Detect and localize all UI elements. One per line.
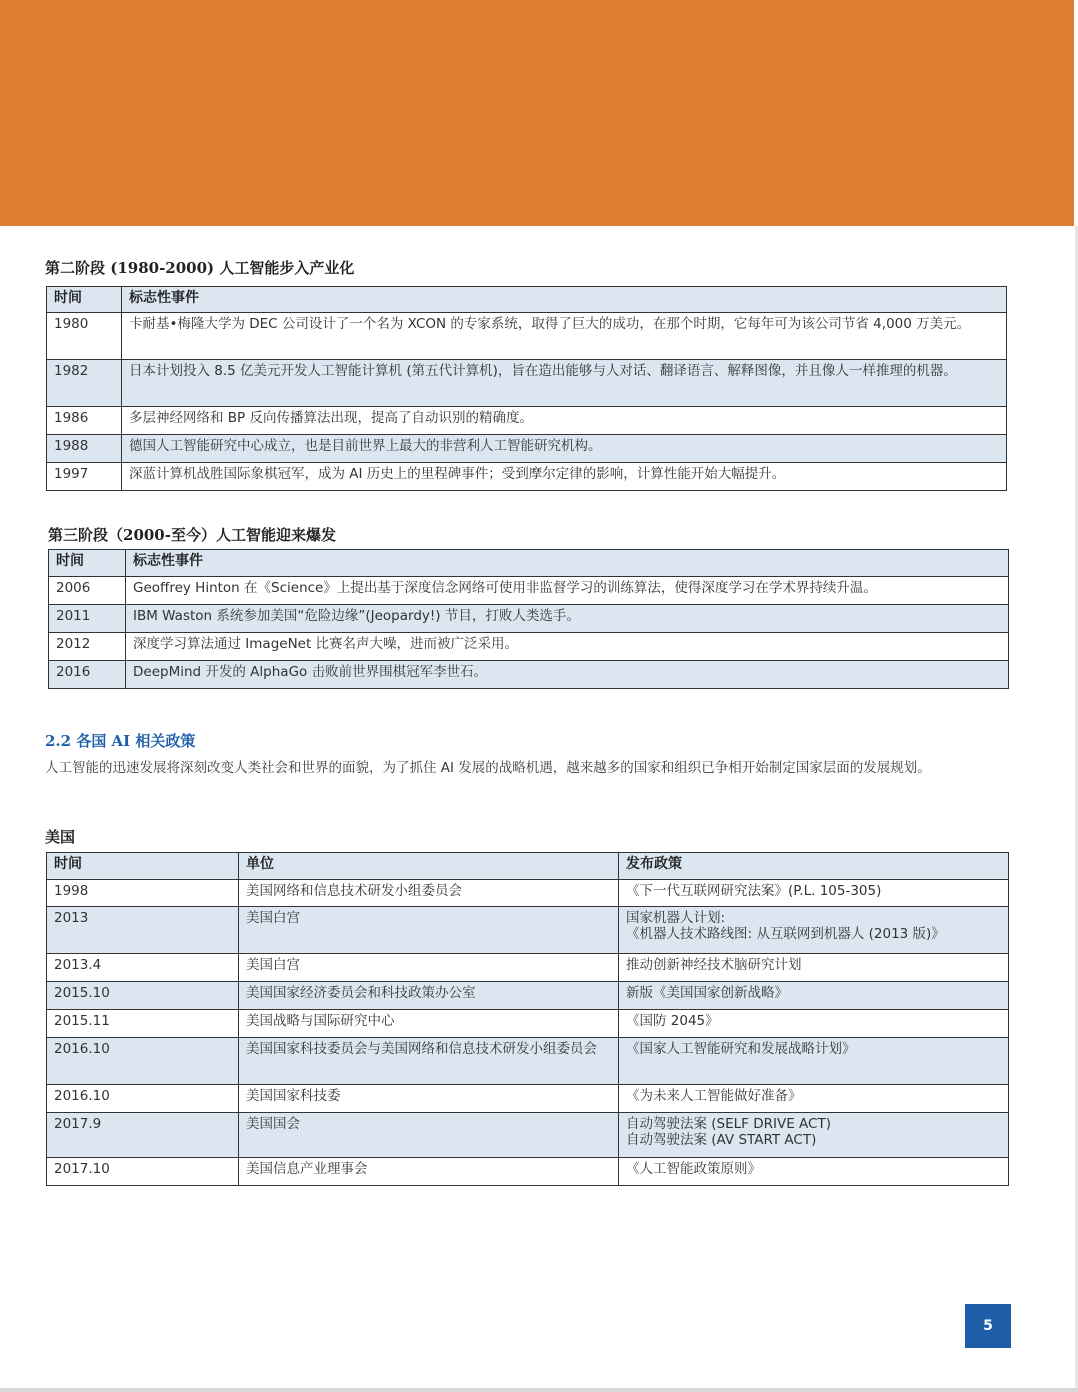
table-cell: 1988 — [47, 435, 122, 463]
table-row — [47, 360, 1007, 407]
column-header: 时间 — [47, 853, 239, 880]
table-cell: 《国防 2045》 — [619, 1010, 1009, 1038]
table-cell: 多层神经网络和 BP 反向传播算法出现，提高了自动识别的精确度。 — [122, 407, 1007, 435]
column-header: 单位 — [239, 853, 619, 880]
table-cell: 1982 — [47, 360, 122, 407]
table-cell: 2016.10 — [47, 1085, 239, 1113]
table-cell: 卡耐基•梅隆大学为 DEC 公司设计了一个名为 XCON 的专家系统，取得了巨大的成功，在那个时期，它每年可为该公司节省 4,000 万美元。 — [122, 313, 1007, 360]
table-cell: DeepMind 开发的 AlphaGo 击败前世界围棋冠军李世石。 — [126, 661, 1009, 689]
table-cell: 《下一代互联网研究法案》(P.L. 105-305) — [619, 880, 1009, 907]
column-header: 标志性事件 — [126, 550, 1009, 577]
table-cell: 国家机器人计划: 《机器人技术路线图: 从互联网到机器人 (2013 版)》 — [619, 907, 1009, 954]
phase3-heading: 第三阶段（2000-至今）人工智能迎来爆发 — [48, 526, 336, 544]
table-cell: 美国国会 — [239, 1113, 619, 1158]
table-row — [47, 463, 1007, 491]
table-cell: 新版《美国国家创新战略》 — [619, 982, 1009, 1010]
table-cell: 1998 — [47, 880, 239, 907]
table-cell: 美国战略与国际研究中心 — [239, 1010, 619, 1038]
table-cell: 美国国家科技委 — [239, 1085, 619, 1113]
table-cell: 深蓝计算机战胜国际象棋冠军，成为 AI 历史上的里程碑事件；受到摩尔定律的影响，计算性能开始大幅提升。 — [122, 463, 1007, 491]
table-cell: 美国白宫 — [239, 907, 619, 954]
page-number: 5 — [965, 1304, 1011, 1348]
table-cell: 美国国家经济委员会和科技政策办公室 — [239, 982, 619, 1010]
column-header: 时间 — [47, 287, 122, 313]
table-row — [47, 880, 1009, 907]
table-row — [47, 1085, 1009, 1113]
table-row — [49, 661, 1009, 689]
table-cell: IBM Waston 系统参加美国“危险边缘”(Jeopardy!) 节目，打败人类选手。 — [126, 605, 1009, 633]
table-cell: 自动驾驶法案 (SELF DRIVE ACT) 自动驾驶法案 (AV START ACT) — [619, 1113, 1009, 1158]
table-row — [47, 1113, 1009, 1158]
table-row — [47, 982, 1009, 1010]
table-cell: 2015.10 — [47, 982, 239, 1010]
table-row — [47, 313, 1007, 360]
section-title: 2.2 各国 AI 相关政策 — [45, 732, 196, 750]
table-cell: 《为未来人工智能做好准备》 — [619, 1085, 1009, 1113]
table-row — [47, 1038, 1009, 1085]
table-cell: 2011 — [49, 605, 126, 633]
table-row — [47, 954, 1009, 982]
column-header: 时间 — [49, 550, 126, 577]
table-cell: 2006 — [49, 577, 126, 605]
table-cell: 美国国家科技委员会与美国网络和信息技术研发小组委员会 — [239, 1038, 619, 1085]
table-cell: 深度学习算法通过 ImageNet 比赛名声大噪，进而被广泛采用。 — [126, 633, 1009, 661]
column-header: 发布政策 — [619, 853, 1009, 880]
table-cell: 2017.10 — [47, 1158, 239, 1186]
table-row — [47, 907, 1009, 954]
table-cell: 2013.4 — [47, 954, 239, 982]
table-cell: 德国人工智能研究中心成立，也是目前世界上最大的非营利人工智能研究机构。 — [122, 435, 1007, 463]
section-intro: 人工智能的迅速发展将深刻改变人类社会和世界的面貌，为了抓住 AI 发展的战略机遇，越来越多的国家和组织已争相开始制定国家层面的发展规划。 — [45, 760, 931, 776]
table-row — [47, 1158, 1009, 1186]
table-cell: 美国网络和信息技术研发小组委员会 — [239, 880, 619, 907]
table-cell: 美国白宫 — [239, 954, 619, 982]
table-row — [47, 435, 1007, 463]
column-header: 标志性事件 — [122, 287, 1007, 313]
phase2-heading: 第二阶段 (1980-2000) 人工智能步入产业化 — [45, 259, 355, 277]
table-cell: 2013 — [47, 907, 239, 954]
table-cell: 1997 — [47, 463, 122, 491]
phase2-table — [46, 286, 1007, 491]
table-row — [47, 407, 1007, 435]
table-cell: 日本计划投入 8.5 亿美元开发人工智能计算机 (第五代计算机)，旨在造出能够与人对话、翻译语言、解释图像，并且像人一样推理的机器。 — [122, 360, 1007, 407]
table-row — [49, 577, 1009, 605]
table-row — [49, 633, 1009, 661]
table-cell: 《国家人工智能研究和发展战略计划》 — [619, 1038, 1009, 1085]
table-cell: 1986 — [47, 407, 122, 435]
table-cell: 2012 — [49, 633, 126, 661]
table-cell: 推动创新神经技术脑研究计划 — [619, 954, 1009, 982]
table-cell: 1980 — [47, 313, 122, 360]
table-row — [49, 605, 1009, 633]
table-cell: 2016.10 — [47, 1038, 239, 1085]
table-cell: Geoffrey Hinton 在《Science》上提出基于深度信念网络可使用非监督学习的训练算法，使得深度学习在学术界持续升温。 — [126, 577, 1009, 605]
table-row — [47, 1010, 1009, 1038]
table-cell: 美国信息产业理事会 — [239, 1158, 619, 1186]
usa-policy-table — [46, 852, 1009, 1186]
phase3-table — [48, 549, 1009, 689]
table-cell: 《人工智能政策原则》 — [619, 1158, 1009, 1186]
table-cell: 2017.9 — [47, 1113, 239, 1158]
table-cell: 2015.11 — [47, 1010, 239, 1038]
page-bottom-edge — [0, 1388, 1078, 1392]
table-cell: 2016 — [49, 661, 126, 689]
header-banner — [0, 0, 1074, 226]
usa-heading: 美国 — [45, 828, 76, 846]
